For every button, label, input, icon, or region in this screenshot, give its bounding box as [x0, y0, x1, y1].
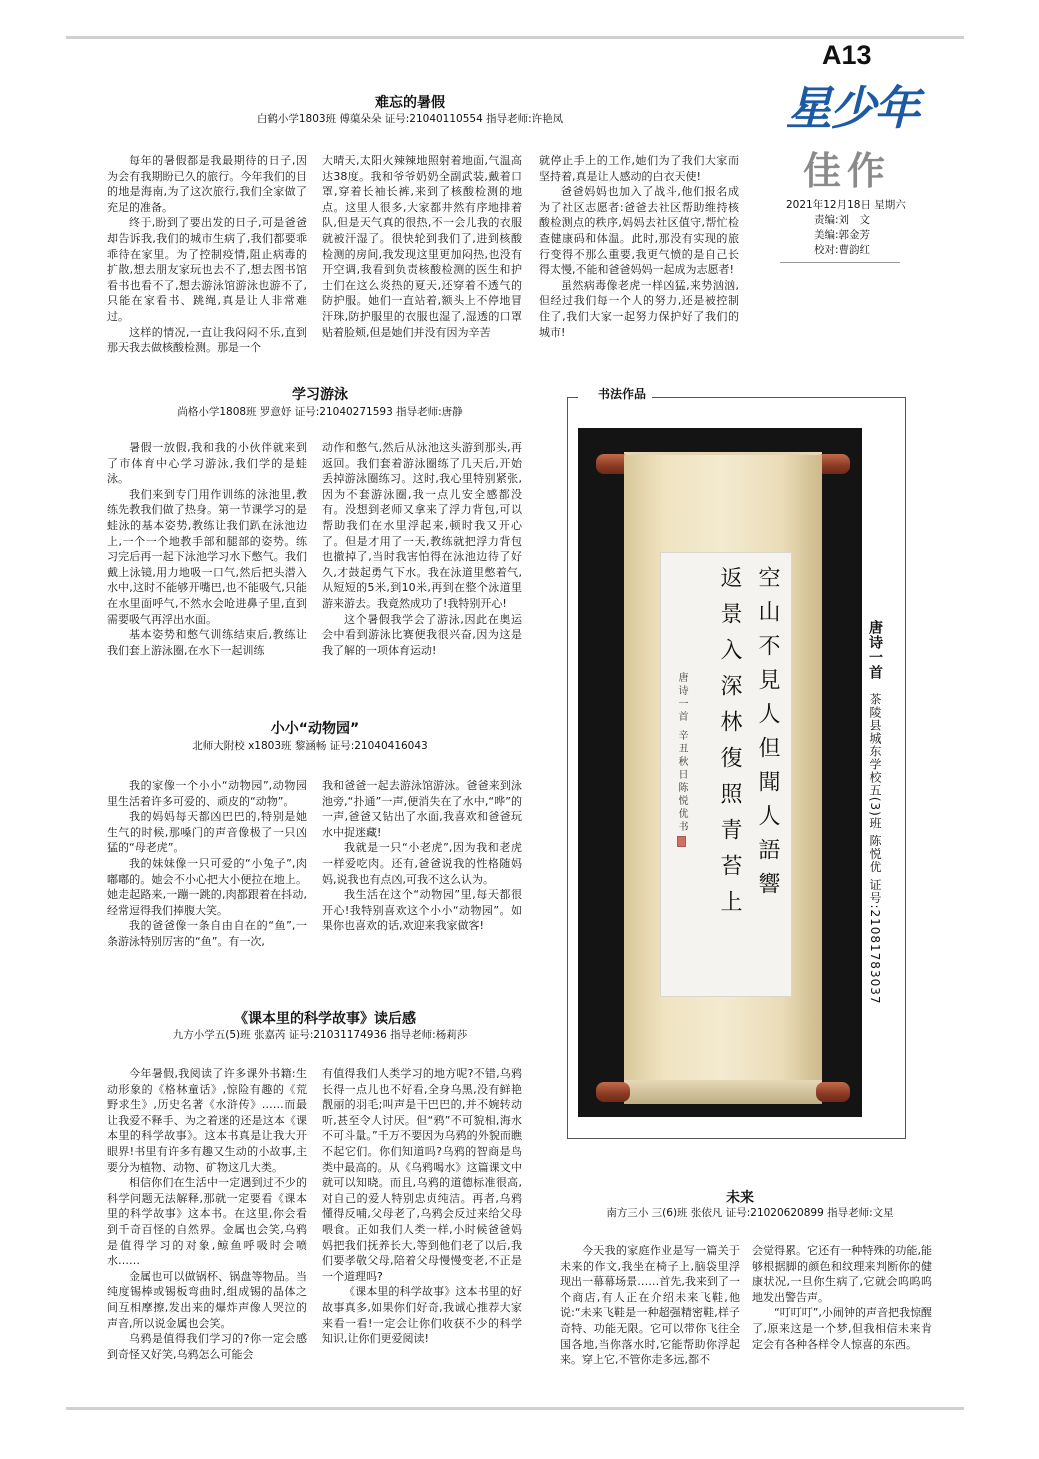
issue-date: 2021年12月18日 星期六 — [786, 199, 906, 211]
article-column — [539, 153, 739, 353]
article-column — [322, 778, 522, 968]
paragraph: 大晴天,太阳火辣辣地照射着地面,气温高达38度。我和爷爷奶奶全副武装,戴着口罩,穿着长袖长裤,来到了核酸检测的地点。这里人很多,大家都井然有序地排着队,但是天气真的很热,不一会儿我的衣服就被汗湿了。很快轮到我们了,进到核酸检测的房间,我发现这里更加闷热,也没有开空调,我看到负责核酸检测的医生和护士们在这么炎热的夏天,还穿着不透气的防护服。她们一直站着,额头上不停地冒汗珠,防护服里的衣服也湿了,湿透的口罩贴着脸颊,但是她们并没有因为辛苦 — [322, 154, 522, 339]
editor-credit: 责编:刘 文 — [814, 214, 871, 226]
paragraph: 会觉得累。它还有一种特殊的功能,能够根据脚的颜色和纹理来判断你的健康状况,一旦你生病了,它就会呜呜呜地发出警告声。 — [752, 1244, 932, 1304]
paragraph: 这个暑假我学会了游泳,因此在奥运会中看到游泳比赛便我很兴奋,因为这是我了解的一项体育运动! — [322, 612, 522, 657]
article-column — [752, 1243, 932, 1393]
article-column — [322, 153, 522, 353]
paragraph: 就停止手上的工作,她们为了我们大家而坚持着,真是让人感动的白衣天使! — [539, 154, 739, 183]
paragraph: 虽然病毒像老虎一样凶猛,来势汹汹,但经过我们每一个人的努力,还是被控制住了,我们大家一起努力保护好了我们的城市! — [539, 278, 739, 339]
paragraph: 每年的暑假都是我最期待的日子,因为会有我期盼已久的旅行。今年我们的目的地是海南,为了这次旅行,我们全家做了充足的准备。 — [107, 154, 307, 214]
article-byline: 南方三小 三(6)班 张依凡 证号:21020620899 指导老师:文星 — [606, 1207, 894, 1219]
paragraph: 有值得我们人类学习的地方呢?不错,乌鸦长得一点儿也不好看,全身乌黑,没有鲜艳靓丽的羽毛;叫声是干巴巴的,并不婉转动听,甚至令人讨厌。但“鸦”不可貌相,海水不可斗量。”千万不要因为乌鸦的外貌而瞧不起它们。你们知道吗?乌鸦的智商是鸟类中最高的。从《乌鸦喝水》这篇课文中就可以知晓。而且,乌鸦的道德标准很高,对自己的爱人特别忠贞纯洁。再者,乌鸦懂得反哺,父母老了,乌鸦会反过来给父母喂食。正如我们人类一样,小时候爸爸妈妈把我们抚养长大,等到他们老了以后,我们要孝敬父母,陪着父母慢慢变老,不正是一个道理吗? — [322, 1067, 522, 1283]
article-column — [107, 1066, 307, 1396]
paragraph: “叮叮叮”,小闹钟的声音把我惊醒了,原来这是一个梦,但我相信未来肯定会有各种各样令人惊喜的东西。 — [752, 1306, 932, 1351]
paragraph: 爸爸妈妈也加入了战斗,他们报名成为了社区志愿者:爸爸去社区帮助维持核酸检测点的秩序,妈妈去社区值守,帮忙检查健康码和体温。此时,那没有实现的旅行变得不那么重要,我更气愤的是自己长得太慢,不能和爸爸妈妈一起成为志愿者! — [539, 185, 739, 277]
paragraph: 金属也可以做锅杯、锅盘等物品。当纯度锡棒或锡板弯曲时,组成锡的晶体之间互相摩擦,发出来的爆炸声像人哭泣的声音,所以说金属也会笑。 — [107, 1269, 307, 1330]
issue-meta — [786, 198, 906, 258]
poem-line-1: 空山不見人但聞人語響 — [755, 566, 780, 906]
paragraph: 我就是一只“小老虎”,因为我和老虎一样爱吃肉。还有,爸爸说我的性格随妈妈,说我也有点凶,可我不这么认为。 — [322, 841, 522, 886]
paragraph: 我们来到专门用作训练的泳池里,教练先教我们做了热身。第一节课学习的是蛙泳的基本姿势,教练让我们趴在泳池边上,一个一个地教手部和腿部的姿势。练习完后再一起下泳池学习水下憋气。我们戴上泳镜,用力地吸一口气,然后把头潜入水中,这时不能够开嘴巴,也不能吸气,只能在水里面呼气,不然水会呛进鼻子里,直到需要吸气再浮出水面。 — [107, 487, 307, 626]
article-title: 未来 — [726, 1190, 754, 1206]
bottom-rule — [66, 1407, 964, 1410]
article-title: 《课本里的科学故事》读后感 — [234, 1011, 416, 1027]
article-title: 小小“动物园” — [270, 721, 360, 737]
article-column — [107, 778, 307, 968]
article-column — [107, 440, 307, 675]
paragraph: 今年暑假,我阅读了许多课外书籍:生动形象的《格林童话》,惊险有趣的《荒野求生》,历史名著《水浒传》……而最让我爱不释手、为之着迷的还是这本《课本里的科学故事》。这本书真是让我大开眼界!书里有许多有趣又生动的小故事,主要分为植物、动物、矿物这几大类。 — [107, 1067, 307, 1174]
article-column — [107, 153, 307, 353]
scroll-rod-cap-left — [596, 1082, 630, 1102]
paragraph: 暑假一放假,我和我的小伙伴就来到了市体育中心学习游泳,我们学的是蛙泳。 — [107, 441, 307, 486]
article-byline: 白鹤小学1803班 傅蕖朵朵 证号:21040110554 指导老师:许艳凤 — [256, 113, 564, 125]
section-title: 佳作 — [803, 148, 892, 193]
article-byline: 北师大附校 x1803班 黎涵畅 证号:21040416043 — [192, 740, 428, 752]
paragraph: 乌鸦是值得我们学习的?你一定会感到奇怪又好笑,乌鸦怎么可能会 — [107, 1332, 307, 1361]
paragraph: 终于,盼到了要出发的日子,可是爸爸却告诉我,我们的城市生病了,我们都要乖乖待在家里。为了控制疫情,阻止病毒的扩散,想去朋友家玩也去不了,想去图书馆看书也看不了,想去游泳馆游泳也游不了,只能在家看书、跳绳,真是让人非常难过。 — [107, 216, 307, 323]
paragraph: 我的妹妹像一只可爱的“小兔子”,肉嘟嘟的。她会不小心把大小便拉在地上。她走起路来,一蹦一跳的,肉都跟着在抖动,经常逗得我们捧腹大笑。 — [107, 856, 307, 917]
artwork-tag: 书法作品 — [578, 385, 652, 402]
paragraph: 动作和憋气,然后从泳池这头游到那头,再返回。我们套着游泳圈练了几天后,开始丢掉游泳圈练习。这时,我心里特别紧张,因为不套游泳圈,我一点儿安全感都没有。没想到老师又拿来了浮力背包,可以帮助我们在水里浮起来,顿时我又开心了。但是才用了一天,教练就把浮力背包也撤掉了,当时我害怕得在泳池边待了好久,才鼓起勇气下水。我在泳道里憋着气,从短短的5米,到10米,再到在整个泳道里游来游去。我竟然成功了!我特别开心! — [322, 441, 522, 610]
artwork-caption — [865, 620, 885, 1004]
article-column — [560, 1243, 740, 1393]
artwork-caption-title: 唐诗一首 — [867, 620, 883, 680]
paragraph: 今天我的家庭作业是写一篇关于未来的作文,我坐在椅子上,脑袋里浮现出一幕幕场景……首先,我来到了一个商店,有人正在介绍未来飞鞋,他说:“未来飞鞋是一种超强精密鞋,样子奇特、功能无限。它可以带你飞往全国各地,当你落水时,它能帮助你浮起来。穿上它,不管你走多远,都不 — [560, 1244, 740, 1367]
designer-credit: 美编:郭金芳 — [814, 229, 871, 241]
paragraph: 这样的情况,一直让我闷闷不乐,直到那天我去做核酸检测。那是一个 — [107, 325, 307, 353]
page-number: A13 — [822, 40, 872, 70]
article-title: 难忘的暑假 — [375, 95, 445, 111]
paragraph: 我和爸爸一起去游泳馆游泳。爸爸来到泳池旁,“扑通”一声,便消失在了水中,“哗”的一声,爸爸又钻出了水面,我喜欢和爸爸玩水中捉迷藏! — [322, 779, 522, 839]
paragraph: 相信你们在生活中一定遇到过不少的科学问题无法解释,那就一定要看《课本里的科学故事》这本书。在这里,你会看到千奇百怪的自然界。金属也会笑,乌鸦是值得学习的对象,鲸鱼呼吸时会喷水…… — [107, 1176, 307, 1268]
article-column — [322, 1066, 522, 1396]
artwork-caption-info: 茶陵县城东学校五(3)班 陈悦优 证号:21081783037 — [868, 692, 882, 1005]
scroll-rod-bottom — [624, 1080, 822, 1104]
paragraph: 我的妈妈每天都凶巴巴的,特别是她生气的时候,那嗓门的声音像极了一只凶猛的“母老虎”。 — [107, 810, 307, 855]
paragraph: 《课本里的科学故事》这本书里的好故事真多,如果你们好奇,我诚心推荐大家来看一看!一定会让你们收获不少的科学知识,让你们更爱阅读! — [322, 1285, 522, 1346]
artist-seal — [677, 836, 686, 847]
article-column — [322, 440, 522, 675]
brand-logo: 星少年 — [786, 82, 918, 134]
header-divider-right — [858, 262, 900, 263]
proofreader-credit: 校对:曹韵红 — [814, 244, 871, 256]
paragraph: 基本姿势和憋气训练结束后,教练让我们套上游泳圈,在水下一起训练 — [107, 628, 307, 657]
calligraphy-signature: 唐诗一首 辛丑秋日陈悦优书 — [676, 672, 687, 835]
paragraph: 我的爸爸像一条自由自在的“鱼”,一条游泳特别厉害的“鱼”。有一次, — [107, 919, 307, 948]
article-byline: 九方小学五(5)班 张嘉芮 证号:21031174936 指导老师:杨莉莎 — [172, 1029, 468, 1041]
scroll-rod-cap-right — [816, 1082, 850, 1102]
article-byline: 尚格小学1808班 罗意妤 证号:21040271593 指导老师:唐静 — [177, 406, 463, 418]
top-rule — [66, 36, 964, 39]
paragraph: 我生活在这个“动物园”里,每天都很开心!我特别喜欢这个小小“动物园”。如果你也喜欢的话,欢迎来我家做客! — [322, 888, 522, 933]
article-title: 学习游泳 — [292, 387, 348, 403]
poem-line-2: 返景入深林復照青苔上 — [717, 566, 742, 926]
paragraph: 我的家像一个小小“动物园”,动物园里生活着许多可爱的、顽皮的“动物”。 — [107, 779, 307, 808]
